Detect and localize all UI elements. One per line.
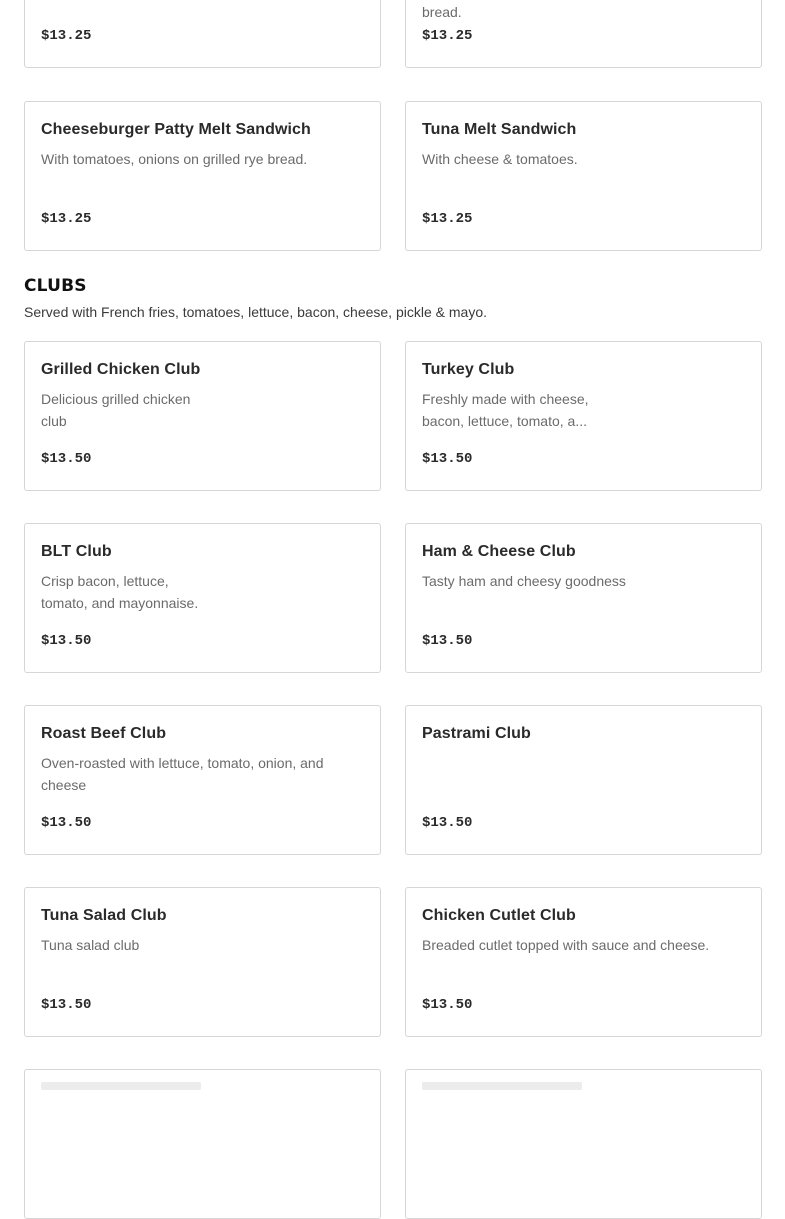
item-name: BLT Club — [41, 543, 112, 560]
item-name: Tuna Melt Sandwich — [422, 121, 577, 138]
item-name: Ham & Cheese Club — [422, 543, 576, 560]
item-description: With tomatoes, onions on grilled rye bread. — [41, 151, 308, 167]
item-price: $13.50 — [41, 997, 92, 1013]
item-description: Oven-roasted with lettuce, tomato, onion, and cheese — [41, 755, 324, 793]
item-price: $13.50 — [422, 997, 473, 1013]
item-description: Crisp bacon, lettuce, tomato, and mayonnaise. — [41, 573, 199, 611]
menu-item-card[interactable] — [405, 0, 762, 68]
menu-item-card[interactable] — [405, 887, 762, 1037]
item-description: Delicious grilled chicken club — [41, 391, 191, 429]
menu-item-card[interactable] — [405, 341, 762, 491]
item-price: $13.25 — [41, 28, 92, 44]
menu-item-card[interactable] — [24, 1069, 381, 1219]
menu-item-card[interactable] — [405, 1069, 762, 1219]
menu-item-card[interactable] — [405, 101, 762, 251]
section-subtitle: Served with French fries, tomatoes, lettuce, bacon, cheese, pickle & mayo. — [24, 304, 487, 320]
menu-item-card[interactable] — [24, 705, 381, 855]
section-title: CLUBS — [24, 276, 87, 296]
item-description: Breaded cutlet topped with sauce and cheese. — [422, 937, 710, 953]
item-price: $13.50 — [41, 633, 92, 649]
item-name-placeholder — [422, 1082, 582, 1090]
item-description: Freshly made with cheese, bacon, lettuce, tomato, a... — [422, 391, 589, 429]
menu-item-card[interactable] — [405, 705, 762, 855]
item-price: $13.50 — [422, 633, 473, 649]
item-price: $13.50 — [41, 815, 92, 831]
item-name: Turkey Club — [422, 361, 515, 378]
menu-item-card[interactable] — [405, 523, 762, 673]
menu-item-card[interactable] — [24, 523, 381, 673]
item-name: Pastrami Club — [422, 725, 531, 742]
item-price: $13.50 — [422, 451, 473, 467]
menu-item-card[interactable] — [24, 341, 381, 491]
item-name: Tuna Salad Club — [41, 907, 167, 924]
item-price: $13.50 — [422, 815, 473, 831]
item-price: $13.25 — [422, 28, 473, 44]
item-description: Tuna salad club — [41, 937, 140, 953]
item-price: $13.50 — [41, 451, 92, 467]
item-description: Tasty ham and cheesy goodness — [422, 573, 626, 589]
item-price: $13.25 — [41, 211, 92, 227]
item-name: Cheeseburger Patty Melt Sandwich — [41, 121, 311, 138]
menu-item-card[interactable] — [24, 101, 381, 251]
item-name: Chicken Cutlet Club — [422, 907, 576, 924]
item-name: Grilled Chicken Club — [41, 361, 201, 378]
menu-item-card[interactable] — [24, 887, 381, 1037]
menu-item-card[interactable] — [24, 0, 381, 68]
item-description: With cheese & tomatoes. — [422, 151, 578, 167]
item-name: Roast Beef Club — [41, 725, 167, 742]
item-description: bread. — [422, 5, 462, 19]
item-name-placeholder — [41, 1082, 201, 1090]
item-price: $13.25 — [422, 211, 473, 227]
